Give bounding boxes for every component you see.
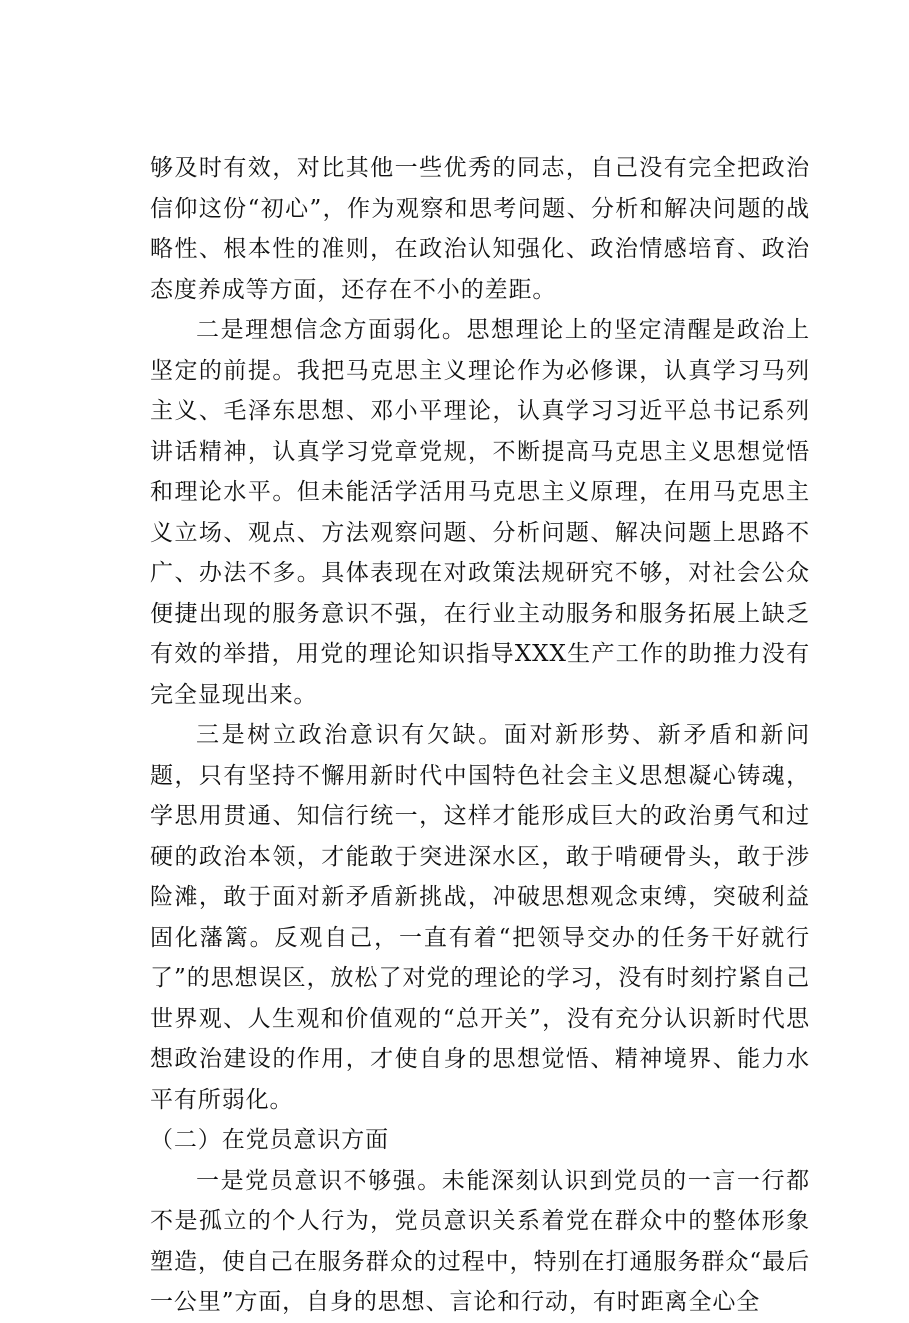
- paragraph-political-awareness: 三是树立政治意识有欠缺。面对新形势、新矛盾和新问题，只有坚持不懈用新时代中国特色社会主义思想凝心铸魂，学思用贯通、知信行统一，这样才能形成巨大的政治勇气和过硬的政治本领，才能敢于突进深水区，敢于啃硬骨头，敢于涉险滩，敢于面对新矛盾新挑战，冲破思想观念束缚，突破利益固化藩篱。反观自己，一直有着“把领导交办的任务干好就行了”的思想误区，放松了对党的理论的学习，没有时刻拧紧自己世界观、人生观和价值观的“总开关”，没有充分认识新时代思想政治建设的作用，才使自身的思想觉悟、精神境界、能力水平有所弱化。: [150, 722, 810, 1113]
- document-body: [150, 148, 810, 1323]
- section-heading-party-member-awareness: （二）在党员意识方面: [150, 1127, 389, 1153]
- paragraph-ideals-beliefs: 二是理想信念方面弱化。思想理论上的坚定清醒是政治上坚定的前提。我把马克思主义理论作为必修课，认真学习马列主义、毛泽东思想、邓小平理论，认真学习习近平总书记系列讲话精神，认真学习党章党规，不断提高马克思主义思想觉悟和理论水平。但未能活学活用马克思主义原理，在用马克思主义立场、观点、方法观察问题、分析问题、解决问题上思路不广、办法不多。具体表现在对政策法规研究不够，对社会公众便捷出现的服务意识不强，在行业主动服务和服务拓展上缺乏有效的举措，用党的理论知识指导XXX生产工作的助推力没有完全显现出来。: [150, 317, 810, 708]
- paragraph-party-member-awareness: 一是党员意识不够强。未能深刻认识到党员的一言一行都不是孤立的个人行为，党员意识关系着党在群众中的整体形象塑造，使自己在服务群众的过程中，特别在打通服务群众“最后一公里”方面，自身的思想、言论和行动，有时距离全心全: [150, 1167, 810, 1315]
- paragraph-continuation: 够及时有效，对比其他一些优秀的同志，自己没有完全把政治信仰这份“初心”，作为观察和思考问题、分析和解决问题的战略性、根本性的准则，在政治认知强化、政治情感培育、政治态度养成等方面，还存在不小的差距。: [150, 155, 810, 303]
